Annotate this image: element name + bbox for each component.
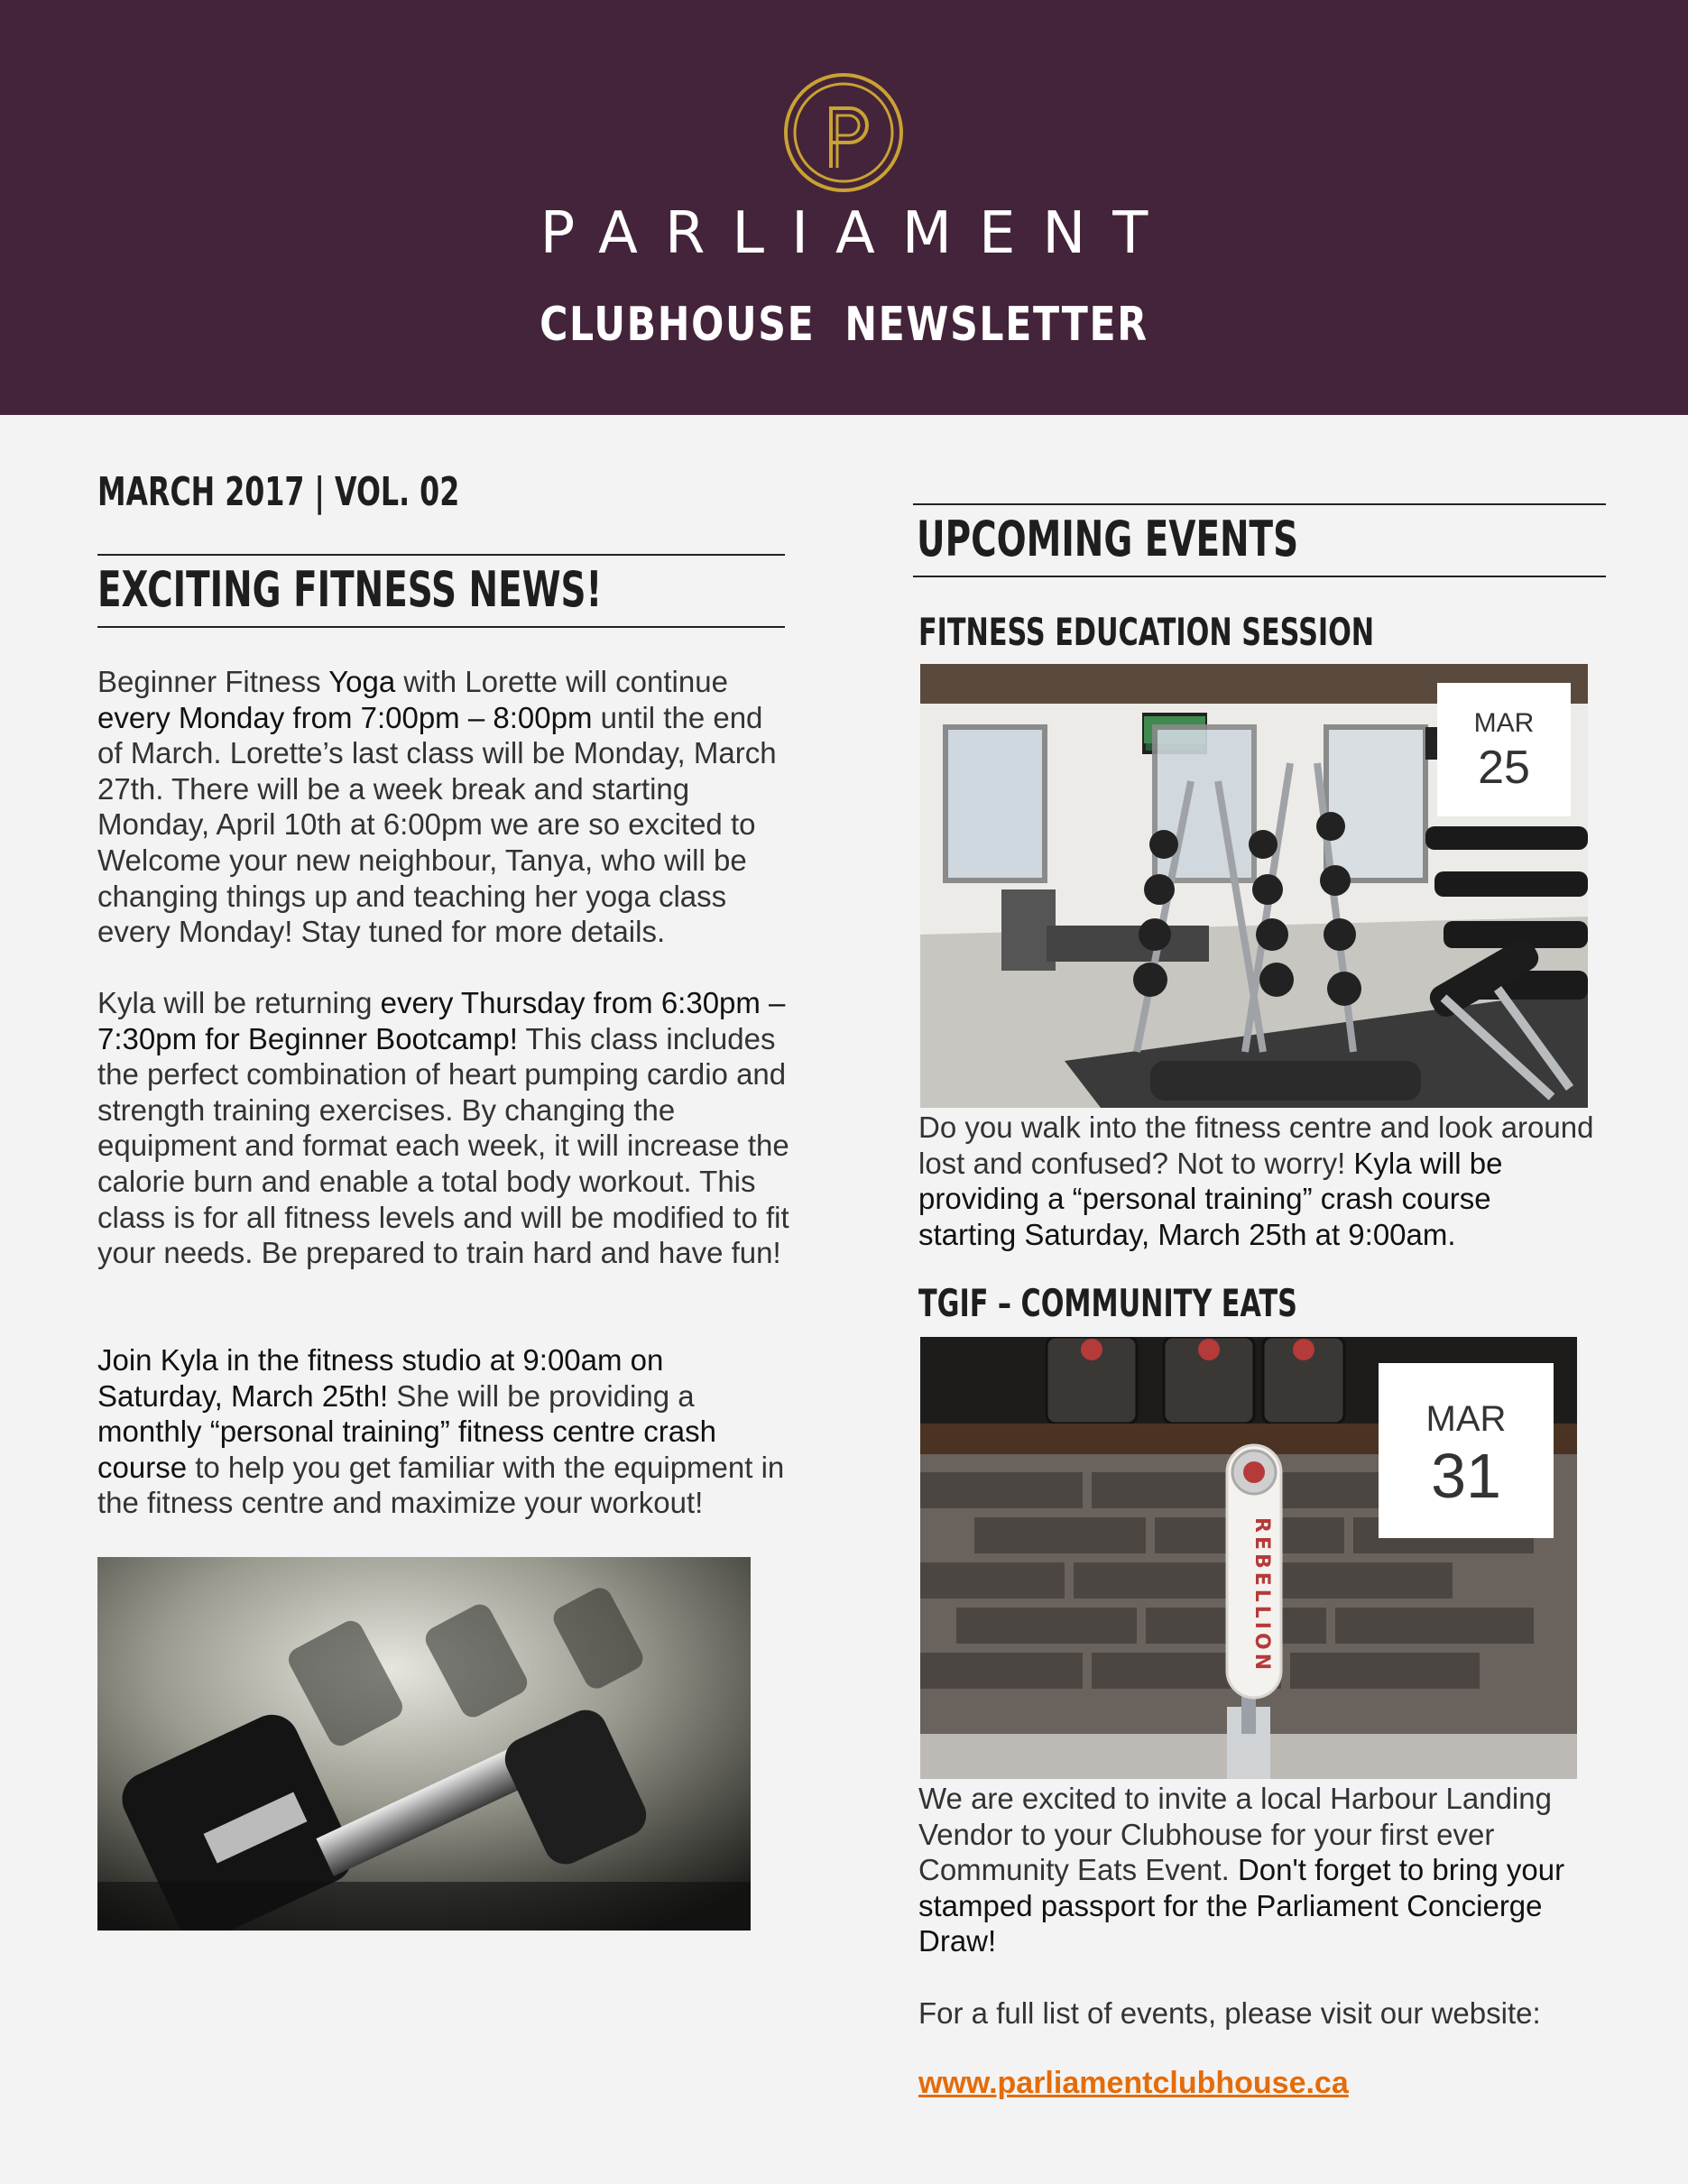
divider [97,554,785,556]
emphasis-text: every Monday from 7:00pm – 8:00pm [97,700,593,734]
emphasis-text: every Thursday from 6:30pm – 7:30pm for Beginner Bootcamp! [97,986,786,1055]
fitness-news-heading: EXCITING FITNESS NEWS! [97,561,603,618]
dumbbells-photo [97,1557,751,1931]
text-run: Do you walk into the fitness centre and look around lost and confused? Not to worry! [918,1110,1594,1180]
text-run: Beginner Fitness [97,665,329,698]
text-run: until the end of March. Lorette’s last class will be Monday, March 27th. There will be a week break and starting Monday, April 10th at 6:00pm we are so excited to Welcome your new neighbour, Tanya, who will be changing things up and teaching her yoga class every Monday! Stay tuned for more details. [97,700,777,949]
parliament-logo-icon [781,70,906,195]
svg-text:REBELLION: REBELLION [1250,1517,1273,1674]
emphasis-text: Join Kyla in the fitness studio at 9:00am on Saturday, March 25th! [97,1343,664,1413]
upcoming-events-heading: UPCOMING EVENTS [917,511,1299,567]
website-intro: For a full list of events, please visit our website: [918,1996,1541,2030]
crash-course-paragraph [97,1342,792,1521]
event-description [918,1110,1597,1252]
divider [97,626,785,628]
date-day: 31 [1431,1441,1501,1511]
date-badge [1379,1363,1554,1538]
event-title: FITNESS EDUCATION SESSION [918,610,1375,654]
text-run: This class includes the perfect combination of heart pumping cardio and strength training exercises. By changing the equipment and format each week, it will increase the calorie burn and enable a total body workout. This class is for all fitness levels and will be modified to fit your needs. Be prepared to train hard and have fun! [97,1021,789,1270]
brand-name: PARLIAMENT [540,200,1176,267]
event-title: TGIF – COMMUNITY EATS [918,1281,1297,1325]
emphasis-text: Yoga [328,665,396,698]
divider [913,576,1606,577]
emphasis-text: monthly “personal training” fitness centre crash course [97,1415,716,1484]
date-badge [1437,683,1571,816]
text-run: We are excited to invite a local Harbour Landing Vendor to your Clubhouse for your first ever Community Eats Event. [918,1782,1552,1887]
header-banner [0,0,1688,415]
bootcamp-paragraph [97,985,792,1271]
text-run: with Lorette will continue [395,665,728,698]
text-run: She will be providing a [388,1378,695,1413]
date-month: MAR [1425,1399,1507,1439]
yoga-paragraph [97,664,792,950]
text-run: Kyla will be returning [97,986,381,1019]
event-description [918,1781,1604,1959]
website-link[interactable]: www.parliamentclubhouse.ca [918,2066,1349,2100]
issue-info: MARCH 2017 | VOL. 02 [97,469,460,515]
date-month: MAR [1473,708,1535,738]
emphasis-text: Don't forget to bring your stamped passport for the Parliament Concierge Draw! [918,1853,1565,1958]
text-run: to help you get familiar with the equipment in the fitness centre and maximize your workout! [97,1450,785,1520]
newsletter-title: CLUBHOUSE NEWSLETTER [540,298,1148,352]
emphasis-text: Kyla will be providing a “personal training” crash course starting Saturday, March 25th at 9:00am. [918,1146,1503,1251]
date-day: 25 [1478,742,1530,794]
divider [913,503,1606,505]
